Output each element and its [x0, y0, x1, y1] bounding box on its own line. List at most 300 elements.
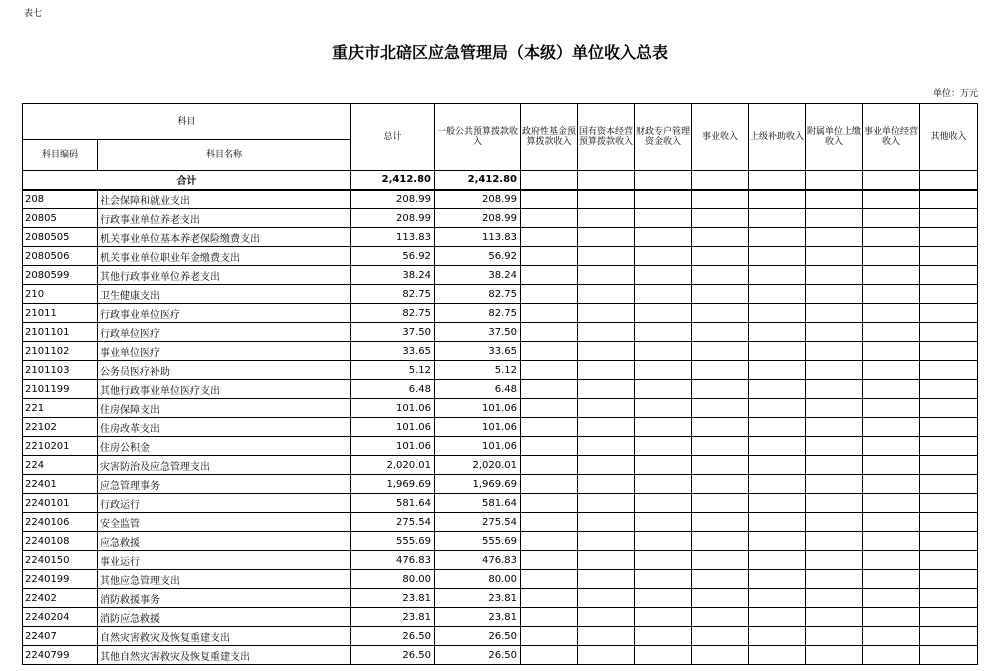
empty-cell [749, 247, 806, 266]
empty-cell [749, 399, 806, 418]
empty-cell [806, 399, 863, 418]
empty-cell [521, 456, 578, 475]
subject-code: 208 [23, 190, 98, 209]
empty-cell [920, 418, 978, 437]
empty-cell [578, 532, 635, 551]
row-general-budget: 101.06 [435, 437, 521, 456]
empty-cell [749, 285, 806, 304]
empty-cell [578, 646, 635, 665]
table-row [23, 285, 978, 304]
empty-cell [692, 456, 749, 475]
empty-cell [749, 513, 806, 532]
empty-cell [635, 228, 692, 247]
subject-code: 20805 [23, 209, 98, 228]
subject-code: 2240101 [23, 494, 98, 513]
empty-cell [521, 589, 578, 608]
empty-cell [863, 361, 920, 380]
empty-cell [578, 608, 635, 627]
empty-cell [692, 646, 749, 665]
empty-cell [578, 475, 635, 494]
empty-cell [749, 190, 806, 209]
subject-code: 22401 [23, 475, 98, 494]
subject-code: 2210201 [23, 437, 98, 456]
unit-label: 单位：万元 [932, 89, 978, 99]
subject-name: 消防救援事务 [98, 589, 351, 608]
row-general-budget: 56.92 [435, 247, 521, 266]
empty-cell [578, 190, 635, 209]
empty-cell [806, 456, 863, 475]
row-general-budget: 6.48 [435, 380, 521, 399]
row-general-budget: 23.81 [435, 608, 521, 627]
empty-cell [635, 304, 692, 323]
empty-cell [635, 608, 692, 627]
empty-cell [692, 361, 749, 380]
row-total: 82.75 [351, 304, 435, 323]
empty-cell [578, 418, 635, 437]
empty-cell [578, 551, 635, 570]
empty-cell [578, 494, 635, 513]
empty-cell [749, 304, 806, 323]
empty-cell [521, 627, 578, 646]
empty-cell [920, 399, 978, 418]
table-row [23, 437, 978, 456]
row-general-budget: 33.65 [435, 342, 521, 361]
empty-cell [521, 285, 578, 304]
empty-cell [635, 266, 692, 285]
empty-cell [749, 589, 806, 608]
empty-cell [863, 608, 920, 627]
empty-cell [578, 247, 635, 266]
subject-name: 住房公积金 [98, 437, 351, 456]
table-row [23, 646, 978, 665]
row-total: 26.50 [351, 627, 435, 646]
empty-cell [749, 209, 806, 228]
row-total: 80.00 [351, 570, 435, 589]
row-total: 38.24 [351, 266, 435, 285]
empty-cell [578, 304, 635, 323]
header-affiliated: 附属单位上缴收入 [806, 104, 863, 171]
empty-cell [521, 418, 578, 437]
empty-cell [863, 418, 920, 437]
table-row [23, 342, 978, 361]
subject-name: 社会保障和就业支出 [98, 190, 351, 209]
empty-cell [692, 323, 749, 342]
empty-cell [749, 532, 806, 551]
empty-cell [692, 247, 749, 266]
row-general-budget: 38.24 [435, 266, 521, 285]
table-row [23, 399, 978, 418]
empty-cell [749, 494, 806, 513]
empty-cell [635, 551, 692, 570]
header-subject: 科目 [23, 104, 351, 140]
table-row [23, 323, 978, 342]
empty-cell [635, 570, 692, 589]
empty-cell [863, 323, 920, 342]
subject-code: 2080505 [23, 228, 98, 247]
empty-cell [863, 266, 920, 285]
empty-cell [806, 418, 863, 437]
empty-cell [863, 570, 920, 589]
empty-cell [749, 627, 806, 646]
table-row [23, 361, 978, 380]
empty-cell [635, 646, 692, 665]
empty-cell [863, 304, 920, 323]
row-general-budget: 26.50 [435, 627, 521, 646]
empty-cell [806, 323, 863, 342]
row-total: 101.06 [351, 399, 435, 418]
empty-cell [920, 342, 978, 361]
empty-cell [920, 513, 978, 532]
row-total: 1,969.69 [351, 475, 435, 494]
empty-cell [806, 285, 863, 304]
subject-name: 应急管理事务 [98, 475, 351, 494]
header-code: 科目编码 [23, 140, 98, 171]
empty-cell [521, 304, 578, 323]
row-total: 5.12 [351, 361, 435, 380]
empty-cell [806, 342, 863, 361]
table-row [23, 190, 978, 209]
table-row [23, 266, 978, 285]
empty-cell [635, 323, 692, 342]
empty-cell [692, 266, 749, 285]
empty-cell [578, 513, 635, 532]
empty-cell [635, 361, 692, 380]
empty-cell [521, 342, 578, 361]
subject-name: 行政事业单位医疗 [98, 304, 351, 323]
subject-name: 机关事业单位基本养老保险缴费支出 [98, 228, 351, 247]
empty-cell [521, 646, 578, 665]
subject-name: 安全监管 [98, 513, 351, 532]
row-general-budget: 476.83 [435, 551, 521, 570]
empty-cell [521, 551, 578, 570]
empty-cell [521, 228, 578, 247]
header-general-budget: 一般公共预算拨款收入 [435, 104, 521, 171]
row-general-budget: 23.81 [435, 589, 521, 608]
table-row [23, 608, 978, 627]
empty-cell [863, 551, 920, 570]
empty-cell [863, 589, 920, 608]
header-name: 科目名称 [98, 140, 351, 171]
empty-cell [692, 304, 749, 323]
empty-cell [806, 228, 863, 247]
header-total: 总计 [351, 104, 435, 171]
empty-cell [863, 380, 920, 399]
subject-name: 灾害防治及应急管理支出 [98, 456, 351, 475]
total-row [23, 171, 978, 190]
empty-cell [920, 532, 978, 551]
empty-cell [578, 266, 635, 285]
empty-cell [635, 380, 692, 399]
empty-cell [806, 190, 863, 209]
empty-cell [806, 627, 863, 646]
empty-cell [920, 285, 978, 304]
header-superior-subsidy: 上级补助收入 [749, 104, 806, 171]
subject-code: 2240199 [23, 570, 98, 589]
empty-cell [863, 646, 920, 665]
row-general-budget: 37.50 [435, 323, 521, 342]
subject-name: 住房改革支出 [98, 418, 351, 437]
empty-cell [521, 570, 578, 589]
empty-cell [692, 342, 749, 361]
empty-cell [863, 342, 920, 361]
empty-cell [635, 418, 692, 437]
empty-cell [749, 418, 806, 437]
row-total: 581.64 [351, 494, 435, 513]
empty-cell [806, 532, 863, 551]
row-total: 82.75 [351, 285, 435, 304]
header-state-capital: 国有资本经营预算拨款收入 [578, 104, 635, 171]
table-row [23, 513, 978, 532]
subject-name: 其他行政事业单位医疗支出 [98, 380, 351, 399]
row-general-budget: 82.75 [435, 304, 521, 323]
table-row [23, 475, 978, 494]
empty-cell [635, 399, 692, 418]
row-total: 23.81 [351, 608, 435, 627]
empty-cell [863, 247, 920, 266]
empty-cell [578, 342, 635, 361]
row-general-budget: 2,020.01 [435, 456, 521, 475]
row-general-budget: 5.12 [435, 361, 521, 380]
empty-cell [863, 190, 920, 209]
subject-name: 其他应急管理支出 [98, 570, 351, 589]
row-general-budget: 275.54 [435, 513, 521, 532]
empty-cell [692, 418, 749, 437]
empty-cell [578, 209, 635, 228]
empty-cell [578, 589, 635, 608]
empty-cell [635, 285, 692, 304]
subject-code: 224 [23, 456, 98, 475]
empty-cell [521, 437, 578, 456]
empty-cell [806, 646, 863, 665]
empty-cell [578, 323, 635, 342]
subject-name: 事业单位医疗 [98, 342, 351, 361]
empty-cell [521, 513, 578, 532]
header-special-mgmt: 财政专户管理资金收入 [635, 104, 692, 171]
empty-cell [863, 513, 920, 532]
table-row [23, 532, 978, 551]
subject-code: 2240204 [23, 608, 98, 627]
table-row [23, 494, 978, 513]
empty-cell [749, 361, 806, 380]
empty-cell [806, 513, 863, 532]
table-row [23, 380, 978, 399]
empty-cell [863, 532, 920, 551]
empty-cell [920, 456, 978, 475]
row-general-budget: 82.75 [435, 285, 521, 304]
row-total: 56.92 [351, 247, 435, 266]
empty-cell [806, 247, 863, 266]
table-row [23, 304, 978, 323]
subject-name: 公务员医疗补助 [98, 361, 351, 380]
subject-code: 2080506 [23, 247, 98, 266]
table-row [23, 551, 978, 570]
empty-cell [863, 627, 920, 646]
empty-cell [692, 627, 749, 646]
empty-cell [920, 209, 978, 228]
row-general-budget: 555.69 [435, 532, 521, 551]
row-total: 6.48 [351, 380, 435, 399]
header-other: 其他收入 [920, 104, 978, 171]
empty-cell [920, 437, 978, 456]
empty-cell [920, 475, 978, 494]
subject-code: 2101199 [23, 380, 98, 399]
subject-name: 自然灾害救灾及恢复重建支出 [98, 627, 351, 646]
empty-cell [863, 437, 920, 456]
empty-cell [692, 285, 749, 304]
empty-cell [863, 475, 920, 494]
header-operating: 事业单位经营收入 [863, 104, 920, 171]
empty-cell [635, 513, 692, 532]
row-total: 476.83 [351, 551, 435, 570]
row-total: 37.50 [351, 323, 435, 342]
subject-code: 22102 [23, 418, 98, 437]
row-total: 208.99 [351, 209, 435, 228]
empty-cell [806, 304, 863, 323]
empty-cell [806, 380, 863, 399]
empty-cell [578, 228, 635, 247]
table-row [23, 247, 978, 266]
subject-code: 22402 [23, 589, 98, 608]
empty-cell [920, 608, 978, 627]
subject-name: 其他自然灾害救灾及恢复重建支出 [98, 646, 351, 665]
empty-cell [578, 285, 635, 304]
subject-code: 2240108 [23, 532, 98, 551]
empty-cell [920, 570, 978, 589]
subject-code: 2080599 [23, 266, 98, 285]
row-total: 23.81 [351, 589, 435, 608]
subject-code: 2101102 [23, 342, 98, 361]
empty-cell [806, 608, 863, 627]
empty-cell [521, 323, 578, 342]
empty-cell [692, 532, 749, 551]
empty-cell [806, 266, 863, 285]
subject-code: 22407 [23, 627, 98, 646]
table-row [23, 589, 978, 608]
empty-cell [521, 399, 578, 418]
empty-cell [920, 228, 978, 247]
row-total: 101.06 [351, 437, 435, 456]
header-gov-fund: 政府性基金预算拨款收入 [521, 104, 578, 171]
empty-cell [578, 361, 635, 380]
table-row [23, 456, 978, 475]
empty-cell [806, 494, 863, 513]
income-summary-table [22, 103, 978, 665]
empty-cell [749, 456, 806, 475]
subject-code: 210 [23, 285, 98, 304]
empty-cell [749, 646, 806, 665]
subject-code: 2101101 [23, 323, 98, 342]
empty-cell [806, 437, 863, 456]
table-row [23, 228, 978, 247]
empty-cell [920, 247, 978, 266]
empty-cell [692, 437, 749, 456]
empty-cell [692, 494, 749, 513]
empty-cell [863, 285, 920, 304]
row-general-budget: 208.99 [435, 209, 521, 228]
subject-name: 卫生健康支出 [98, 285, 351, 304]
empty-cell [578, 570, 635, 589]
table-row [23, 209, 978, 228]
empty-cell [635, 209, 692, 228]
empty-cell [521, 266, 578, 285]
row-total: 555.69 [351, 532, 435, 551]
empty-cell [920, 190, 978, 209]
empty-cell [635, 437, 692, 456]
empty-cell [578, 627, 635, 646]
empty-cell [806, 589, 863, 608]
row-total: 275.54 [351, 513, 435, 532]
subject-code: 2101103 [23, 361, 98, 380]
row-total: 2,020.01 [351, 456, 435, 475]
empty-cell [749, 551, 806, 570]
empty-cell [749, 323, 806, 342]
empty-cell [749, 228, 806, 247]
empty-cell [863, 494, 920, 513]
empty-cell [635, 627, 692, 646]
empty-cell [920, 323, 978, 342]
empty-cell [635, 475, 692, 494]
page-title: 重庆市北碚区应急管理局（本级）单位收入总表 [331, 43, 668, 62]
subject-code: 221 [23, 399, 98, 418]
empty-cell [749, 380, 806, 399]
row-general-budget: 113.83 [435, 228, 521, 247]
subject-name: 行政运行 [98, 494, 351, 513]
empty-cell [635, 494, 692, 513]
empty-cell [863, 399, 920, 418]
subject-name: 机关事业单位职业年金缴费支出 [98, 247, 351, 266]
empty-cell [692, 399, 749, 418]
empty-cell [920, 627, 978, 646]
empty-cell [806, 209, 863, 228]
empty-cell [521, 247, 578, 266]
row-total: 208.99 [351, 190, 435, 209]
subject-name: 行政事业单位养老支出 [98, 209, 351, 228]
empty-cell [635, 190, 692, 209]
total-sum: 2,412.80 [351, 171, 435, 190]
empty-cell [635, 342, 692, 361]
total-general: 2,412.80 [435, 171, 521, 190]
subject-name: 事业运行 [98, 551, 351, 570]
empty-cell [806, 361, 863, 380]
empty-cell [521, 380, 578, 399]
empty-cell [920, 380, 978, 399]
empty-cell [521, 190, 578, 209]
row-total: 26.50 [351, 646, 435, 665]
empty-cell [521, 475, 578, 494]
row-total: 113.83 [351, 228, 435, 247]
empty-cell [806, 570, 863, 589]
subject-code: 2240799 [23, 646, 98, 665]
empty-cell [920, 361, 978, 380]
empty-cell [692, 551, 749, 570]
empty-cell [920, 551, 978, 570]
empty-cell [692, 190, 749, 209]
empty-cell [692, 228, 749, 247]
empty-cell [578, 399, 635, 418]
empty-cell [920, 589, 978, 608]
table-number-label: 表七 [24, 9, 43, 19]
empty-cell [920, 266, 978, 285]
empty-cell [521, 361, 578, 380]
row-total: 33.65 [351, 342, 435, 361]
empty-cell [749, 475, 806, 494]
empty-cell [635, 589, 692, 608]
empty-cell [692, 608, 749, 627]
empty-cell [635, 247, 692, 266]
total-label: 合计 [23, 171, 351, 190]
empty-cell [521, 494, 578, 513]
table-row [23, 627, 978, 646]
